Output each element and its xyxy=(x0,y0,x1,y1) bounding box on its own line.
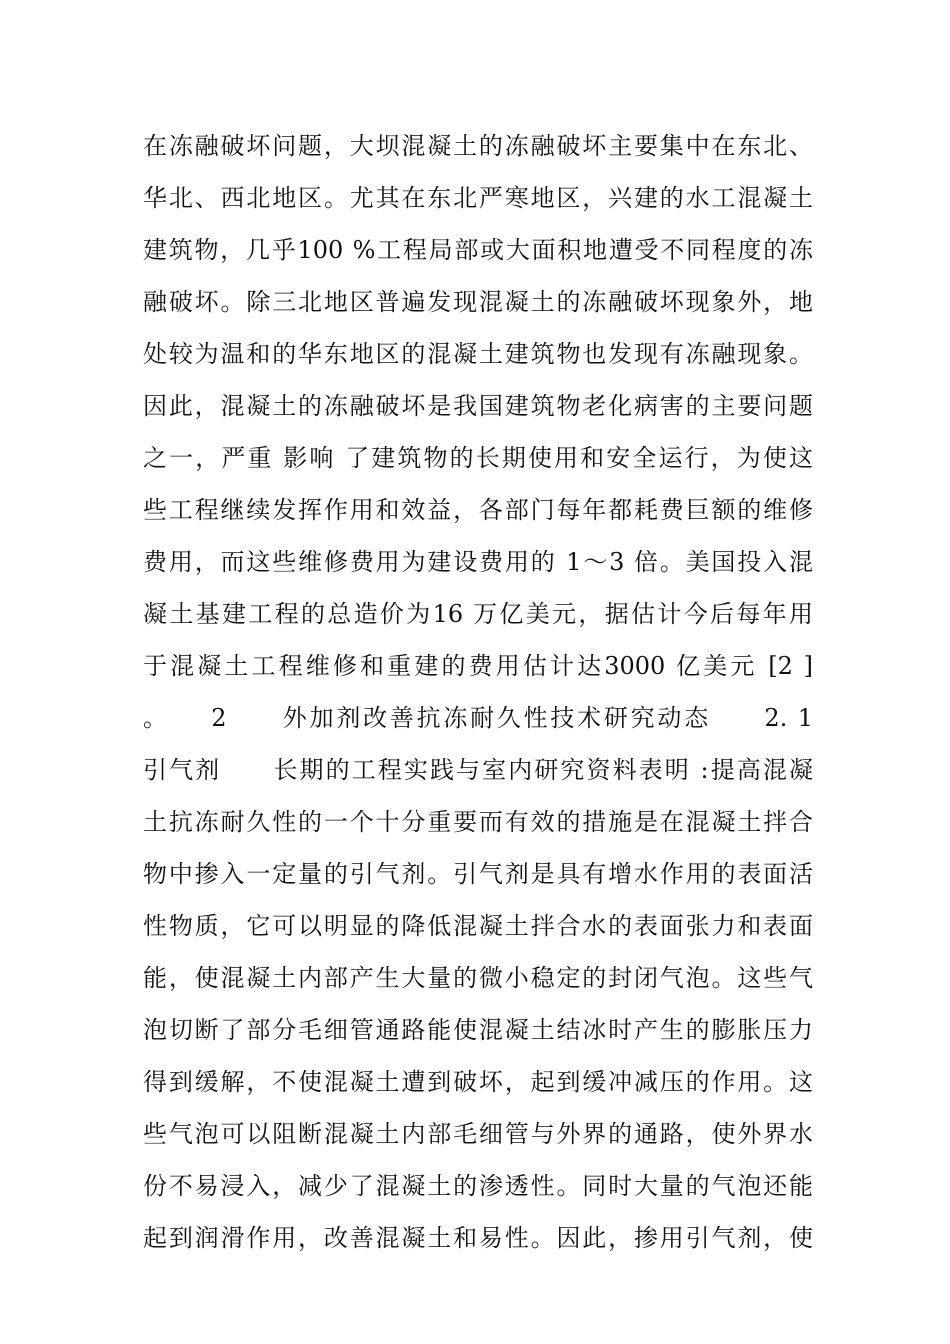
text-line: 华北、西北地区。尤其在东北严寒地区，兴建的水工混凝土 xyxy=(143,184,813,212)
text-line: 物中掺入一定量的引气剂。引气剂是具有增水作用的表面活 xyxy=(143,860,813,888)
text-line: 建筑物，几乎100 %工程局部或大面积地遭受不同程度的冻 xyxy=(143,236,813,264)
text-line: 融破坏。除三北地区普遍发现混凝土的冻融破坏现象外，地 xyxy=(143,288,813,316)
text-line: 于混凝土工程维修和重建的费用估计达3000 亿美元 [2 ] xyxy=(143,652,813,680)
text-line: 在冻融破坏问题，大坝混凝土的冻融破坏主要集中在东北、 xyxy=(143,132,813,160)
text-line: 因此，混凝土的冻融破坏是我国建筑物老化病害的主要问题 xyxy=(143,392,813,420)
text-line: 。 2 外加剂改善抗冻耐久性技术研究动态 2. 1 xyxy=(143,704,813,732)
text-line: 能，使混凝土内部产生大量的微小稳定的封闭气泡。这些气 xyxy=(143,964,813,992)
text-line: 费用，而这些维修费用为建设费用的 1～3 倍。美国投入混 xyxy=(143,548,813,576)
text-line: 些气泡可以阻断混凝土内部毛细管与外界的通路，使外界水 xyxy=(143,1120,813,1148)
text-line: 引气剂 长期的工程实践与室内研究资料表明 :提高混凝 xyxy=(143,756,813,784)
text-line: 凝土基建工程的总造价为16 万亿美元，据估计今后每年用 xyxy=(143,600,813,628)
text-line: 份不易浸入，减少了混凝土的渗透性。同时大量的气泡还能 xyxy=(143,1172,813,1200)
text-line: 土抗冻耐久性的一个十分重要而有效的措施是在混凝土拌合 xyxy=(143,808,813,836)
text-line: 起到润滑作用，改善混凝土和易性。因此，掺用引气剂，使 xyxy=(143,1224,813,1252)
text-line: 处较为温和的华东地区的混凝土建筑物也发现有冻融现象。 xyxy=(143,340,813,368)
text-line: 泡切断了部分毛细管通路能使混凝土结冰时产生的膨胀压力 xyxy=(143,1016,813,1044)
text-line: 得到缓解，不使混凝土遭到破坏，起到缓冲减压的作用。这 xyxy=(143,1068,813,1096)
text-line: 性物质，它可以明显的降低混凝土拌合水的表面张力和表面 xyxy=(143,912,813,940)
text-line: 之一，严重 影响 了建筑物的长期使用和安全运行，为使这 xyxy=(143,444,813,472)
text-line: 些工程继续发挥作用和效益，各部门每年都耗费巨额的维修 xyxy=(143,496,813,524)
